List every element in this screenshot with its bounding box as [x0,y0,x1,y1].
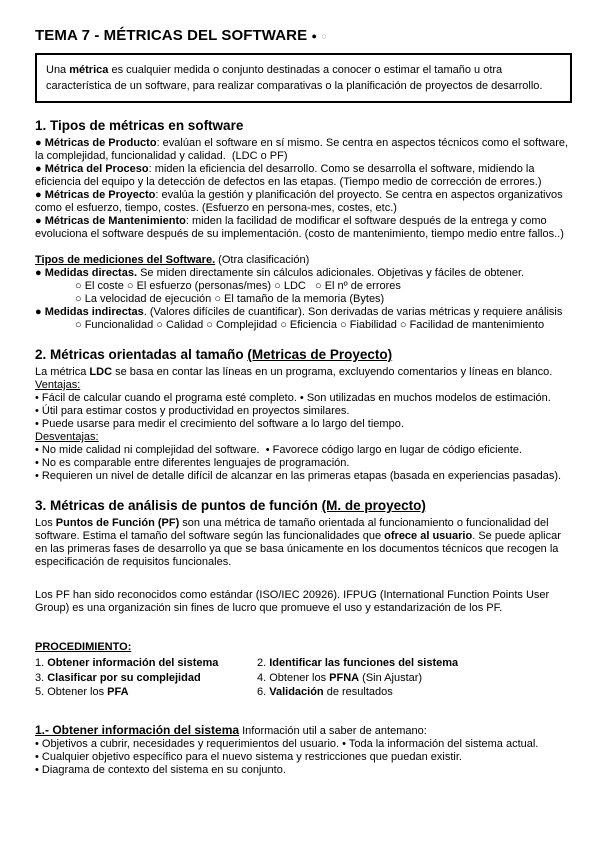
intro-text: Los [35,517,56,529]
heading-underlined-note: (M. de proyecto) [321,498,426,513]
metric-desc: : miden la eficiencia del desarrollo. Como se desarrolla el software, midiendo la eficiencia del equipo y la detección de defectos en las etapas. (Tiempo medio de corrección de errores.) [35,163,542,188]
solid-bullet-icon: ● [311,31,318,41]
step1-bullet: • Objetivos a cubrir, necesidades y requerimientos del usuario. • Toda la información del sistema actual. [35,737,539,750]
mediciones-subheading [35,254,572,267]
section3-heading [35,497,572,514]
pf-standard-paragraph: Los PF han sido reconocidos como estándar (ISO/IEC 20926). IFPUG (International Function Points User Group) es una organización sin fines de lucro que promueve el uso y estandarización de los PF. [35,589,553,614]
metric-term: Métricas de Producto [44,137,157,149]
metric-desc: : evalúan el software en sí mismo. Se centra en aspectos técnicos como el software, la complejidad, funcionalidad y calidad. (LDC o PF) [35,137,572,162]
bullet-icon: ● [35,163,45,175]
section2-heading [35,346,572,363]
intro-text: son una métrica de tamaño orientada al funcionamiento o funcionalidad del software. Estima el tamaño del software según las funcionalidades que [35,517,552,542]
step1-bullet: • Cualquier objetivo específico para el nuevo sistema y restricciones que puedan existir. [35,750,462,763]
medida-indirecta-item [35,306,572,319]
open-bullet-icon: ○ [321,31,327,41]
intro-text: . Se puede aplicar en las primeras fases de desarrollo ya que se basa únicamente en los documentos técnicos que recogen la especificación de requisitos funcionales. [35,530,564,568]
metric-type-item [35,189,572,215]
medida-directa-examples: ○ La velocidad de ejecución ○ El tamaño de la memoria (Bytes) [75,293,385,305]
medida-directa-item [35,267,572,280]
ventajas-label [35,379,572,392]
step-bold: Clasificar por su complejidad [47,671,201,684]
bullet-icon: ● [35,267,45,279]
pf-term: Puntos de Función (PF) [55,517,180,529]
step1-heading [35,724,572,738]
step-num: 1. [35,657,48,669]
pf-emphasis: ofrece al usuario [384,530,473,542]
bullet-icon: ● [35,215,45,227]
step1-bullet: • Diagrama de contexto del sistema en su conjunto. [35,763,286,776]
heading-text: 2. Métricas orientadas al tamaño [35,347,248,362]
metric-type-item [35,163,572,189]
spacer [35,700,572,724]
bullet-icon: ● [35,137,45,149]
medida-desc: Se miden directamente sin cálculos adicionales. Objetivas y fáciles de obtener. [137,267,525,279]
definition-term: métrica [69,64,109,76]
step-num: 5. Obtener los [35,686,108,698]
metric-type-item [35,215,572,241]
step1-heading-text: 1.- Obtener información del sistema [35,722,240,737]
procedimiento-label-text: PROCEDIMIENTO: [35,641,132,653]
procedure-step [35,671,257,686]
procedure-step [257,685,572,700]
medida-term: Medidas indirectas [44,306,144,318]
desventaja-item: • No mide calidad ni complejidad del software. • Favorece código largo en lugar de código eficiente. [35,444,523,456]
page-title [35,26,572,46]
procedure-step [257,671,572,686]
spacer [35,615,572,641]
desventaja-item: • No es comparable entre diferentes lenguajes de programación. [35,457,350,469]
step-num: 4. Obtener los [257,671,330,684]
medida-desc: . (Valores difíciles de cuantificar). Son derivadas de varias métricas y requiere análisis [143,306,563,318]
ventaja-item: • Fácil de calcular cuando el programa esté completo. • Son utilizadas en muchos modelos de estimación. [35,392,551,404]
ldc-intro [35,366,572,379]
spacer [35,569,572,589]
mediciones-title-note: (Otra clasificación) [215,254,310,266]
step-bold: PFNA [329,671,360,684]
ventaja-item: • Útil para estimar costos y productividad en proyectos similares. [35,405,350,417]
definition-text: es cualquier medida o conjunto destinadas a conocer o estimar el tamaño u otra característica de un software, para realizar comparativas o la planificación de proyectos de desarrollo. [46,64,543,92]
step-bold: Identificar las funciones del sistema [269,657,459,669]
step-bold: Validación [269,686,324,698]
step-num: 3. [35,671,48,684]
intro-text: se basa en contar las líneas en un programa, excluyendo comentarios y líneas en blanco. [112,366,553,378]
ventajas-label-text: Ventajas: [35,379,81,391]
step-bold: PFA [107,686,129,698]
step-rest: (Sin Ajustar) [359,671,423,684]
step-num: 6. [257,686,270,698]
metric-term: Métricas de Proyecto [44,189,156,201]
pf-intro [35,517,572,569]
medida-directa-examples: ○ El coste ○ El esfuerzo (personas/mes) ○ LDC ○ El nº de errores [75,280,401,292]
ldc-term: LDC [89,366,113,378]
metric-term: Métrica del Proceso [44,163,149,175]
procedure-step [35,656,257,671]
step1-heading-note: Información util a saber de antemano: [239,724,427,737]
bullet-icon: ● [35,306,45,318]
bullet-icon: ● [35,189,45,201]
definition-box [35,53,572,103]
definition-text: Una [46,64,70,76]
medida-indirecta-examples: ○ Funcionalidad ○ Calidad ○ Complejidad ○ Eficiencia ○ Fiabilidad ○ Facilidad de mantenimiento [75,319,545,331]
step-bold: Obtener información del sistema [47,657,219,669]
metric-desc: : evalúa la gestión y planificación del proyecto. Se centra en aspectos organizativos como el esfuerzo, tiempo, costes. (Esfuerzo en persona-mes, costes, etc.) [35,189,566,214]
procedimiento-label [35,641,572,654]
heading-underlined-note: (Metricas de Proyecto) [247,347,393,362]
section1-heading: 1. Tipos de métricas en software [35,118,244,133]
heading-text: 3. Métricas de análisis de puntos de función [35,498,322,513]
desventajas-label [35,431,572,444]
procedure-step [257,656,572,671]
procedure-step [35,685,257,700]
title-text: TEMA 7 - MÉTRICAS DEL SOFTWARE [35,27,308,44]
ventaja-item: • Puede usarse para medir el crecimiento del software a lo largo del tiempo. [35,418,404,430]
desventaja-item: • Requieren un nivel de detalle difícil de alcanzar en las primeras etapas (basada en experiencias pasadas). [35,470,562,482]
mediciones-title: Tipos de mediciones del Software. [35,254,216,266]
metric-desc: : miden la facilidad de modificar el software después de la entrega y como evoluciona el software después de su implementación. (costo de mantenimiento, tiempo medio entre fallos..) [35,215,564,240]
metric-term: Métricas de Mantenimiento [44,215,186,227]
spacer [35,241,572,254]
intro-text: La métrica [35,366,90,378]
metric-type-item [35,137,572,163]
medida-term: Medidas directas. [44,267,138,279]
procedure-steps [35,656,572,700]
step-num: 2. [257,657,270,669]
desventajas-label-text: Desventajas: [35,431,99,443]
step-rest: de resultados [323,686,393,698]
